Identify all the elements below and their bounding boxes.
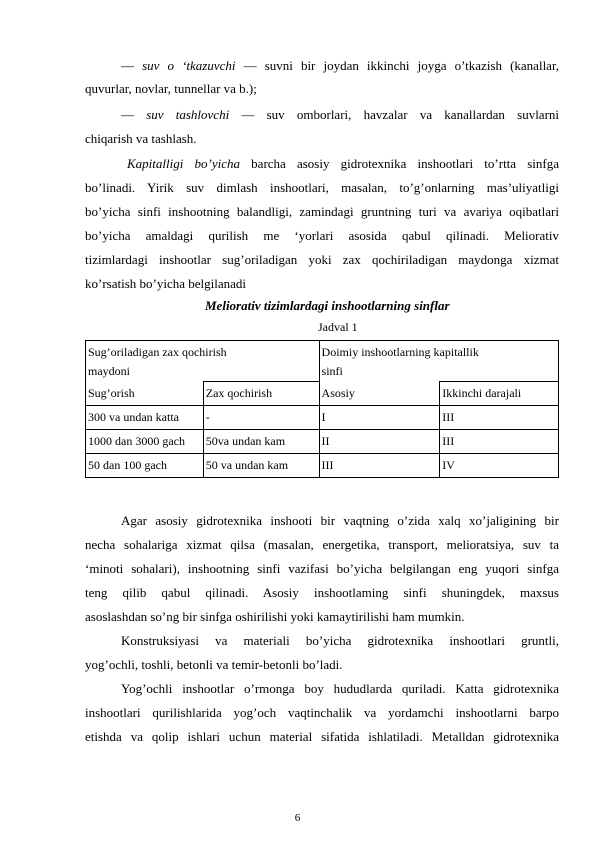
para5-line1: Konstruksiyasi va materiali bo’yicha gidrotexnika inshootlari gruntli, [121,633,559,648]
table-cell: I [319,406,440,430]
para4-line5: asoslashdan so’ng bir sinfga oshirilishi yoki kamaytirilishi ham mumkin. [85,609,465,624]
table-cell: 50 va undan kam [203,454,319,478]
para1-line1 [121,58,559,73]
col-header-main: Asosiy [319,382,440,406]
page-number: 6 [294,812,301,824]
para3-line4: bo’yicha amaldagi qurilish me ‘yorlari asosida qabul qilinadi. Meliorativ [85,228,559,243]
classes-table [85,340,559,478]
header-group1-line2: maydoni [88,364,130,378]
para3-text: barcha asosiy gidrotexnika inshootlari to’rtta sinfga [251,156,560,171]
para2-term: suv tashlovchi [146,107,230,122]
table-subheader-row [86,382,559,406]
para3-line3: bo’yicha sinfi inshootning balandligi, zamindagi gruntning turi va avariya oqibatlari [85,204,559,219]
para4-line3: ‘minoti sohalari), inshootning sinfi vazifasi bo’yicha belgilangan eng yuqori sinfga [85,561,559,576]
para2-line1 [121,107,559,122]
col-header-drainage: Zax qochirish [203,382,319,406]
col-header-irrigation: Sug’orish [86,382,204,406]
header-capital-class [319,341,558,382]
table-cell: 50 dan 100 gach [86,454,204,478]
table-cell: 50va undan kam [203,430,319,454]
table-cell: 1000 dan 3000 gach [86,430,204,454]
table-cell: III [319,454,440,478]
para1-dash: — [121,58,143,73]
para1-text: — suvni bir joydan ikkinchi joyga o’tkazish (kanallar, [243,58,560,73]
para1-line2: quvurlar, novlar, tunnellar va b.); [85,81,257,96]
para1-term: suv o ‘tkazuvchi [142,58,236,73]
para3-line1 [127,156,559,171]
para3-term: Kapitalligi bo’yicha [127,156,240,171]
table-label: Jadval 1 [318,320,358,334]
para6-line2: inshootlari qurilishlarida yog’och vaqtinchalik va yordamchi inshootlarni barpo [85,705,559,720]
para4-line4: teng qilib qabul qilinadi. Asosiy inshootlaming sinfi shuningdek, maxsus [85,585,559,600]
col-header-secondary: Ikkinchi darajali [440,382,559,406]
para2-line2: chiqarish va tashlash. [85,131,197,146]
para2-dash: — [121,107,134,122]
table-row [86,430,559,454]
header-group2-line2: sinfi [321,364,343,378]
table-cell: III [440,406,559,430]
header-irrigation-area [86,341,320,382]
para3-line6: ko’rsatish bo’yicha belgilanadi [85,276,247,291]
para4-line1: Agar asosiy gidrotexnika inshooti bir vaqtning o’zida xalq xo’jaligining bir [121,513,559,528]
header-group1-line1: Sug’oriladigan zax qochirish [88,345,227,359]
para3-line2: bo’linadi. Yirik suv dimlash inshootlari, masalan, to’g’onlarning mas’uliyatligi [85,180,559,195]
para4-line2: necha sohalariga xizmat qilsa (masalan, energetika, transport, melioratsiya, suv ta [85,537,559,552]
para6-line3: etishda va qolip ishlari uchun material sifatida ishlatiladi. Metalldan gidrotexnika [85,729,559,744]
table-cell: IV [440,454,559,478]
table-cell: - [203,406,319,430]
table-cell: 300 va undan katta [86,406,204,430]
table-cell: III [440,430,559,454]
para3-line5: tizimlardagi inshootlar sug’oriladigan yoki zax qochiriladigan maydonga xizmat [85,252,559,267]
para6-line1: Yog’ochli inshootlar o’rmonga boy hududlarda quriladi. Katta gidrotexnika [121,681,559,696]
header-group2-line1: Doimiy inshootlarning kapitallik [321,345,479,359]
table-row [86,406,559,430]
para2-text: — suv omborlari, havzalar va kanallardan suvlarni [241,107,560,122]
para5-line2: yog’ochli, toshli, betonli va temir-betonli bo’ladi. [85,657,343,672]
table-header-row [86,341,559,382]
table-cell: II [319,430,440,454]
table-row [86,454,559,478]
table-title: Meliorativ tizimlardagi inshootlarning sinflar [205,298,450,313]
